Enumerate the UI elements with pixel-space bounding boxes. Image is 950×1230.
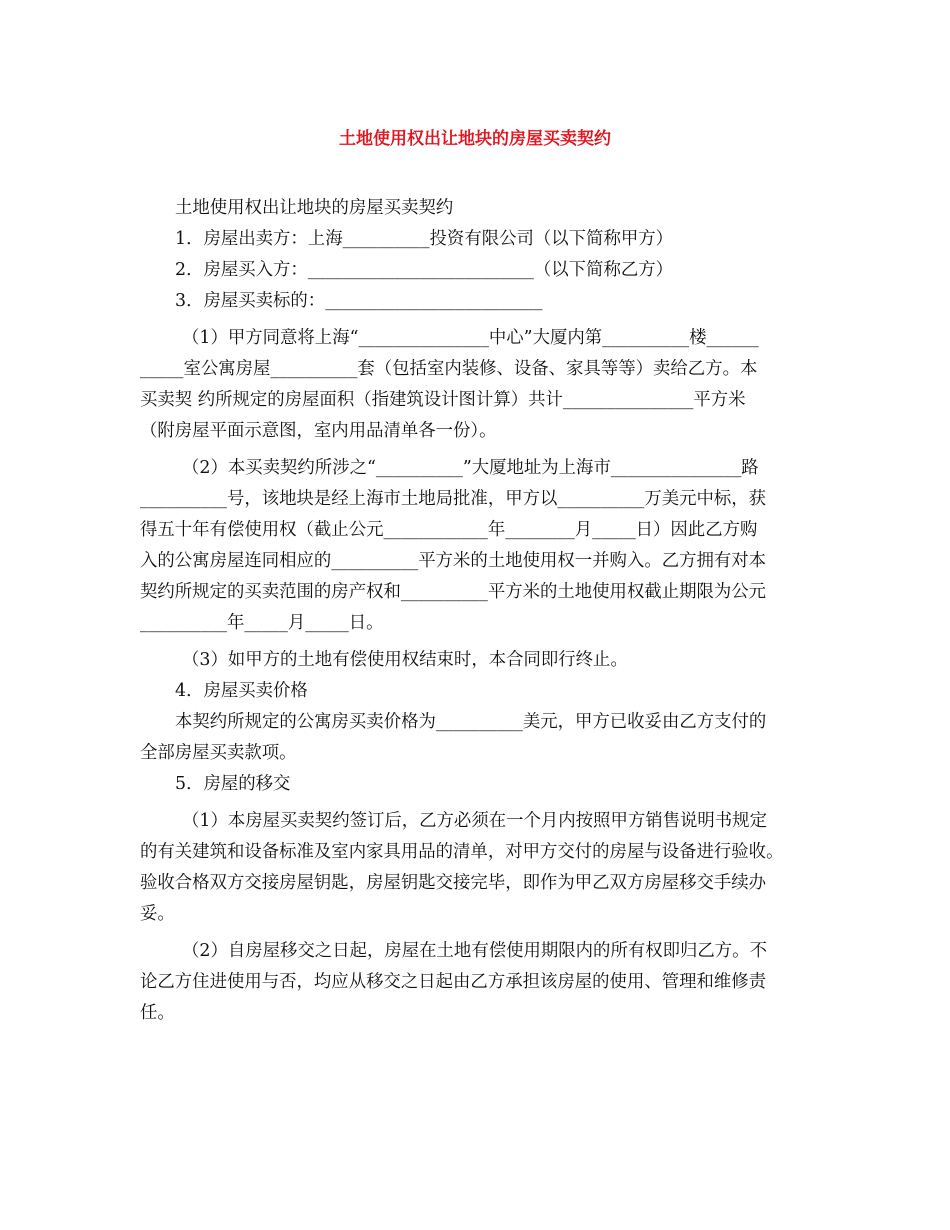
paragraph-line: 本契约所规定的公寓房买卖价格为__________美元，甲方已收妥由乙方支付的 xyxy=(175,712,767,732)
paragraph-line: 论乙方住进使用与否，均应从移交之日起由乙方承担该房屋的使用、管理和维修责 xyxy=(140,972,767,992)
paragraph-line: 2．房屋买入方：__________________________（以下简称乙方） xyxy=(175,260,674,280)
paragraph-line: 入的公寓房屋连同相应的__________平方米的土地使用权一并购入。乙方拥有对本 xyxy=(140,551,767,571)
paragraph-line: __________号，该地块是经上海市土地局批准，甲方以__________万美元中标，获 xyxy=(140,489,767,509)
paragraph-line: 土地使用权出让地块的房屋买卖契约 xyxy=(175,198,454,218)
paragraph-line: （2）本买卖契约所涉之“__________”大厦地址为上海市_______________路 xyxy=(182,458,759,478)
paragraph-line: 全部房屋买卖款项。 xyxy=(140,743,297,763)
paragraph-line: 1．房屋出卖方：上海__________投资有限公司（以下简称甲方） xyxy=(175,229,674,249)
paragraph-line: 契约所规定的买卖范围的房产权和__________平方米的土地使用权截止期限为公元 xyxy=(140,582,767,602)
paragraph-line: 验收合格双方交接房屋钥匙，房屋钥匙交接完毕，即作为甲乙双方房屋移交手续办 xyxy=(140,873,767,893)
paragraph-line: （附房屋平面示意图，室内用品清单各一份）。 xyxy=(140,421,497,441)
paragraph-line: 4．房屋买卖价格 xyxy=(175,681,308,701)
paragraph-line: （1）本房屋买卖契约签订后，乙方必须在一个月内按照甲方销售说明书规定 xyxy=(182,811,767,831)
paragraph-line: （3）如甲方的土地有偿使用权结束时，本合同即行终止。 xyxy=(182,650,628,670)
document-body xyxy=(140,193,820,1029)
paragraph-line: 妥。 xyxy=(140,904,175,924)
paragraph-line: 的有关建筑和设备标准及室内家具用品的清单，对甲方交付的房屋与设备进行验收。 xyxy=(140,842,784,862)
paragraph-line: __________年_____月_____日。 xyxy=(140,613,384,633)
paragraph-line: 买卖契 约所规定的房屋面积（指建筑设计图计算）共计_______________平方米 xyxy=(140,390,746,410)
paragraph-line: （1）甲方同意将上海“_______________中心”大厦内第__________楼______ xyxy=(182,328,759,348)
paragraph-line: 任。 xyxy=(140,1003,175,1023)
paragraph-line: _____室公寓房屋__________套（包括室内装修、设备、家具等等）卖给乙方。本 xyxy=(140,359,758,379)
document-title: 土地使用权出让地块的房屋买卖契约 xyxy=(339,129,611,149)
paragraph-line: 得五十年有偿使用权（截止公元____________年________月_____日）因此乙方购 xyxy=(140,520,758,540)
paragraph-line: （2）自房屋移交之日起，房屋在土地有偿使用期限内的所有权即归乙方。不 xyxy=(182,941,767,961)
paragraph-line: 5．房屋的移交 xyxy=(175,774,291,794)
paragraph-line: 3．房屋买卖标的：_________________________ xyxy=(175,291,543,311)
